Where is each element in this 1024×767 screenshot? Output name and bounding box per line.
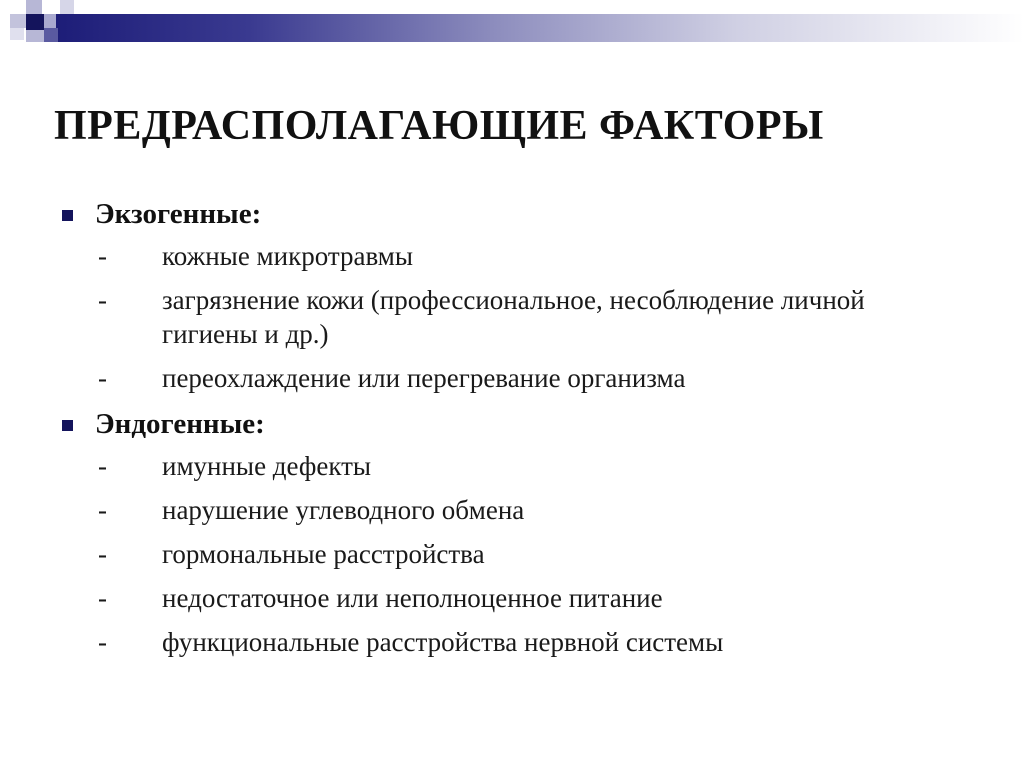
list-item-text: гормональные расстройства <box>162 539 485 569</box>
section-heading-endogenous <box>62 404 982 444</box>
decor-square <box>10 28 24 40</box>
list-item-text: имунные дефекты <box>162 451 372 481</box>
header-gradient-bar <box>56 14 1024 42</box>
dash-marker: - <box>98 539 107 569</box>
list-item-text: переохлаждение или перегревание организма <box>162 363 686 393</box>
list-item-text: нарушение углеводного обмена <box>162 495 525 525</box>
list-item-text: кожные микротравмы <box>162 241 413 271</box>
section-heading-label: Экзогенные: <box>95 197 262 230</box>
square-bullet-icon <box>62 420 73 431</box>
square-bullet-icon <box>62 210 73 221</box>
dash-marker: - <box>98 627 107 657</box>
list-item <box>62 532 982 576</box>
decor-square <box>44 14 56 28</box>
decor-square <box>26 0 42 14</box>
list-item-text: загрязнение кожи (профессиональное, несоблюдение личной гигиены и др.) <box>162 285 865 349</box>
dash-marker: - <box>98 451 107 481</box>
decor-square <box>26 14 44 30</box>
list-item <box>62 576 982 620</box>
dash-marker: - <box>98 241 107 271</box>
list-item <box>62 488 982 532</box>
list-item <box>62 620 982 664</box>
dash-marker: - <box>98 583 107 613</box>
list-item <box>62 278 982 356</box>
dash-marker: - <box>98 495 107 525</box>
dash-marker: - <box>98 285 107 315</box>
section-heading-exogenous <box>62 194 982 234</box>
decor-square <box>60 0 74 14</box>
list-item <box>62 356 982 400</box>
section-heading-label: Эндогенные: <box>95 407 265 440</box>
content-area <box>62 194 982 664</box>
decor-square <box>10 14 26 28</box>
dash-marker: - <box>98 363 107 393</box>
list-item-text: недостаточное или неполноценное питание <box>162 583 663 613</box>
list-item <box>62 444 982 488</box>
list-item <box>62 234 982 278</box>
decor-square <box>44 28 58 42</box>
slide-title: ПРЕДРАСПОЛАГАЮЩИЕ ФАКТОРЫ <box>54 103 824 149</box>
list-item-text: функциональные расстройства нервной системы <box>162 627 724 657</box>
decor-square <box>26 30 44 42</box>
